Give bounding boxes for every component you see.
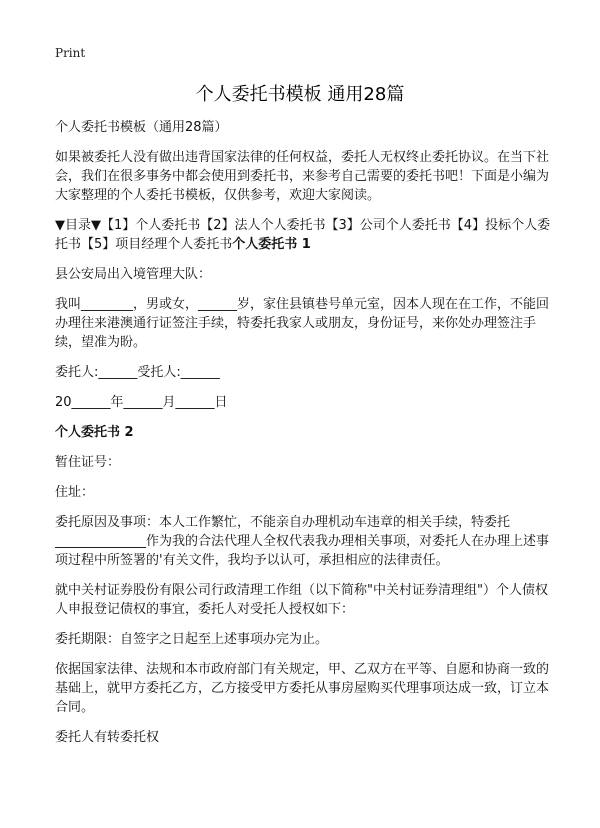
- table-of-contents: [55, 216, 555, 254]
- page-title: 个人委托书模板 通用28篇: [195, 84, 405, 105]
- paragraph-date: 20______年______月______日: [55, 395, 228, 410]
- subtitle: 个人委托书模板（通用28篇）: [55, 120, 228, 135]
- paragraph-body-1: 我叫________，男或女，______岁，家住县镇巷号单元室，因本人现在在工作，不能回办理往来港澳通行证签注手续，特委托我家人或朋友，身份证号，来你处办理签注手续，望准为盼。: [55, 297, 550, 350]
- paragraph-subdelegation: 委托人有转委托权: [55, 730, 160, 745]
- print-label: Print: [55, 46, 86, 60]
- section-heading-1: 个人委托书 1: [232, 237, 311, 252]
- paragraph-address: 住址：: [55, 485, 95, 500]
- paragraph-reason: 委托原因及事项：本人工作繁忙，不能亲自办理机动车违章的相关手续，特委托______________作为我的合法代理人全权代表我办理相关事项，对委托人在办理上述事项过程中所签署的'有关文件，我均予以认可，承担相应的法律责任。: [55, 515, 550, 568]
- paragraph-permit-number: 暂住证号：: [55, 455, 121, 470]
- paragraph-authorization: 就中关村证券股份有限公司行政清理工作组（以下简称"中关村证券清理组"）个人债权人申报登记债权的事宜，委托人对受托人授权如下：: [55, 583, 548, 617]
- section-heading-2: 个人委托书 2: [55, 425, 134, 440]
- paragraph-addressee: 县公安局出入境管理大队：: [55, 267, 212, 282]
- paragraph-period: 委托期限：自签字之日起至上述事项办完为止。: [55, 632, 329, 647]
- intro-paragraph: 如果被委托人没有做出违背国家法律的任何权益，委托人无权终止委托协议。在当下社会，我们在很多事务中都会使用到委托书，来参考自己需要的委托书吧！下面是小编为大家整理的个人委托书模板，仅供参考，欢迎大家阅读。: [55, 150, 550, 203]
- toc-links[interactable]: ▼目录▼【1】个人委托书【2】法人个人委托书【3】公司个人委托书【4】投标个人委托书【5】项目经理个人委托书: [55, 218, 551, 252]
- paragraph-contract: 依据国家法律、法规和本市政府部门有关规定，甲、乙双方在平等、自愿和协商一致的基础上，就甲方委托乙方，乙方接受甲方委托从事房屋购买代理事项达成一致，订立本合同。: [55, 662, 550, 715]
- document-body: [55, 118, 555, 758]
- paragraph-signatures: 委托人:______受托人:______: [55, 365, 220, 380]
